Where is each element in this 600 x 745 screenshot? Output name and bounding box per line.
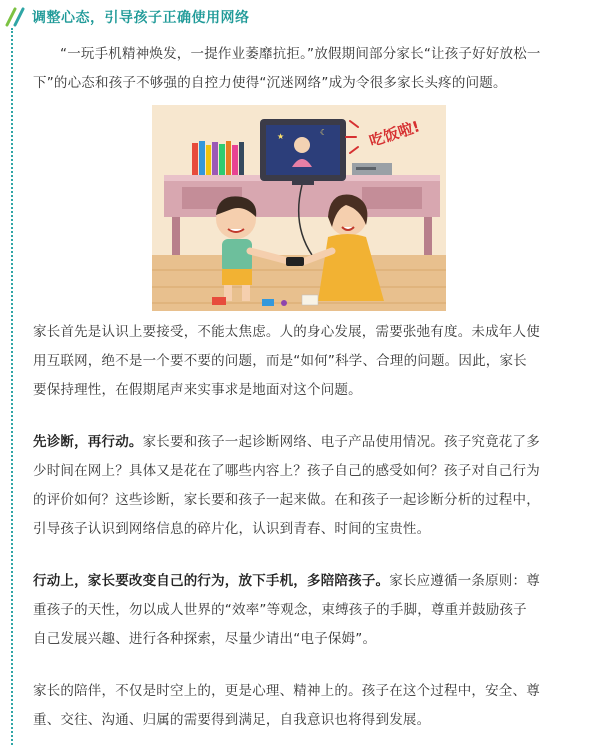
text-line: 自己发展兴趣、进行各种探索，尽量少请出“电子保姆”。 [33, 631, 377, 647]
text-line: 重、交往、沟通、归属的需要得到满足，自我意识也将得到发展。 [33, 712, 431, 728]
paragraph-4 [33, 567, 573, 654]
text-line: 重孩子的天性，勿以成人世界的“效率”等观念，束缚孩子的手脚，尊重并鼓励孩子 [33, 602, 527, 618]
text-line: 要保持理性，在假期尾声来实事求是地面对这个问题。 [33, 382, 362, 398]
paragraph-1 [33, 40, 573, 98]
text-line: 家长的陪伴，不仅是时空上的，更是心理、精神上的。孩子在这个过程中，安全、尊 [33, 683, 540, 699]
bold-lead: 行动上，家长要改变自己的行为，放下手机，多陪陪孩子。 [33, 573, 390, 589]
section-title: 调整心态，引导孩子正确使用网络 [32, 10, 250, 26]
shout-text: 吃饭啦! [367, 117, 422, 151]
text-line: 先诊断，再行动。家长要和孩子一起诊断网络、电子产品使用情况。孩子究竟花了多 [33, 434, 540, 450]
bold-lead: 先诊断，再行动。 [33, 434, 143, 450]
svg-text:★: ★ [277, 132, 285, 141]
text-line: 用互联网，绝不是一个要不要的问题，而是“如何”科学、合理的问题。因此，家长 [33, 353, 527, 369]
section-header [4, 6, 250, 28]
text-line: 下”的心态和孩子不够强的自控力使得“沉迷网络”成为令很多家长头疼的问题。 [33, 75, 507, 91]
double-slash-icon [4, 7, 30, 27]
text-line: 行动上，家长要改变自己的行为，放下手机，多陪陪孩子。家长应遵循一条原则：尊 [33, 573, 540, 589]
phone-icon [286, 257, 304, 266]
paragraph-5 [33, 677, 573, 735]
paragraph-3 [33, 428, 573, 544]
text-line: 少时间在网上？具体又是花在了哪些内容上？孩子自己的感受如何？孩子对自己行为 [33, 463, 540, 479]
dotted-divider-line [11, 28, 13, 745]
svg-text:☾: ☾ [320, 128, 328, 137]
text-line: 的评价如何？这些诊断，家长要和孩子一起来做。在和孩子一起诊断分析的过程中， [33, 492, 540, 508]
text-line: “一玩手机精神焕发，一提作业萎靡抗拒。”放假期间部分家长“让孩子好好放松一 [60, 46, 541, 62]
children-fighting-over-phone-illustration [152, 105, 446, 311]
text-line: 引导孩子认识到网络信息的碎片化，认识到青春、时间的宝贵性。 [33, 521, 431, 537]
books [192, 141, 244, 175]
paragraph-2 [33, 318, 573, 405]
text-line: 家长首先是认识上要接受，不能太焦虑。人的身心发展，需要张弛有度。未成年人使 [33, 324, 540, 340]
